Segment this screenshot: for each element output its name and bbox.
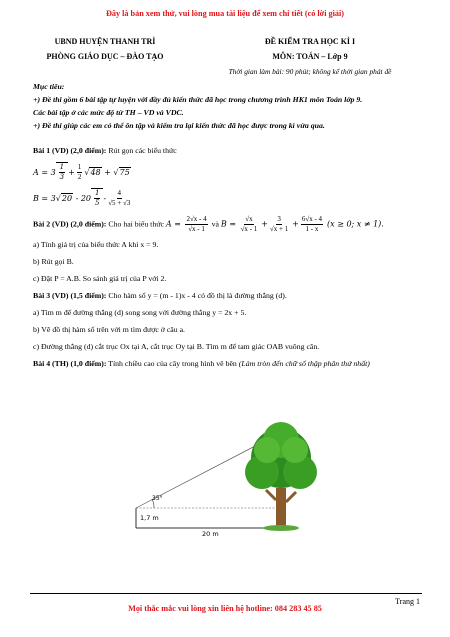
exercise-3-part-c: c) Đường thẳng (d) cắt trục Ox tại A, cắt trục Oy tại B. Tìm m để tam giác OAB vuông cân. — [33, 342, 320, 351]
exercise-3 — [33, 289, 422, 302]
preview-banner: Đây là bản xem thử, vui lòng mua tài liệu để xem chi tiết (có lời giải) — [105, 9, 344, 18]
objective-item: +) Đề thi giúp các em có thể ôn tập và kiểm tra lại kiến thức đã học được trong kì vừa qua. — [33, 121, 325, 130]
formula-b: B = 3√20 - 20 $\frac{1}{5}$ - $\frac{4}{√5 + √3}$ — [33, 188, 131, 207]
header-right — [200, 34, 420, 79]
exercise-1 — [33, 144, 422, 157]
exercise-3-title: Bài 3 (VD) (1,5 điểm): — [33, 291, 107, 300]
exam-duration: Thời gian làm bài: 90 phút; không kể thời gian phát đề — [228, 67, 392, 76]
exercise-2-part-c: c) Đặt P = A.B. So sánh giá trị của P với 2. — [33, 274, 167, 283]
exercise-4-note: (Làm tròn đến chữ số thập phân thứ nhất) — [238, 359, 370, 368]
page-number: Trang 1 — [395, 597, 420, 606]
district-name: UBND HUYỆN THANH TRÌ — [54, 37, 156, 46]
exercise-2-title: Bài 2 (VD) (2,0 điểm): — [33, 219, 107, 229]
formula-a: A = 3 $\frac{1}{3}$ + $\frac{1}{2}$ √48 + √75 — [33, 162, 130, 181]
exam-title: ĐỀ KIỂM TRA HỌC KÌ I — [264, 37, 356, 46]
exercise-3-text: Cho hàm số y = (m - 1)x - 4 có đồ thị là đường thẳng (d). — [106, 291, 287, 300]
exercise-1-text: Rút gọn các biểu thức — [106, 146, 177, 155]
exam-subject: MÔN: TOÁN – Lớp 9 — [272, 52, 348, 61]
exercise-2-text: Cho hai biểu thức — [106, 219, 164, 229]
exercise-2-part-b: b) Rút gọi B. — [33, 257, 74, 266]
tree-figure — [122, 420, 342, 538]
exercise-2: Bài 2 (VD) (2,0 điểm): Cho hai biểu thức A = $\frac{2√x - 4}{√x - 1}$ và B = $\frac{√x}{√x - 1}$ + $\frac{3}{√x + 1}$ + $\frac{6√x - 4}{1 - x}$ (x ≥ 0; x ≠ 1). — [33, 215, 384, 233]
objective-item: Các bài tập ở các mức độ từ TH – VD và VDC. — [33, 108, 184, 117]
exercise-4-text: Tính chiều cao của cây trong hình vẽ bên — [106, 359, 239, 368]
objectives-title: Mục tiêu: — [33, 82, 65, 91]
department-name: PHÒNG GIÁO DỤC – ĐÀO TẠO — [46, 52, 164, 61]
angle-label: 35° — [152, 495, 163, 502]
exercise-3-part-a: a) Tìm m để đường thẳng (d) song song với đường thẳng y = 2x + 5. — [33, 308, 247, 317]
height-label: 1,7 m — [140, 514, 159, 522]
exercise-4 — [33, 357, 422, 370]
exercise-3-part-b: b) Vẽ đồ thị hàm số trên với m tìm được ở câu a. — [33, 325, 186, 334]
distance-label: 20 m — [202, 530, 219, 538]
footer-divider — [30, 593, 422, 594]
objective-item: +) Đề thi gồm 6 bài tập tự luyện với đầy đủ kiến thức đã học trong chương trình HK1 môn Toán lớp 9. — [33, 95, 363, 104]
header-left — [30, 34, 180, 64]
exercise-1-title: Bài 1 (VD) (2,0 điểm): — [33, 146, 107, 155]
exercise-2-part-a: a) Tính giá trị của biểu thức A khi x = 9. — [33, 240, 159, 249]
exercise-4-title: Bài 4 (TH) (1,0 điểm): — [33, 359, 107, 368]
hotline-banner: Mọi thắc mắc vui lòng xin liên hệ hotline: 084 283 45 85 — [128, 604, 322, 613]
exam-content — [33, 80, 422, 370]
